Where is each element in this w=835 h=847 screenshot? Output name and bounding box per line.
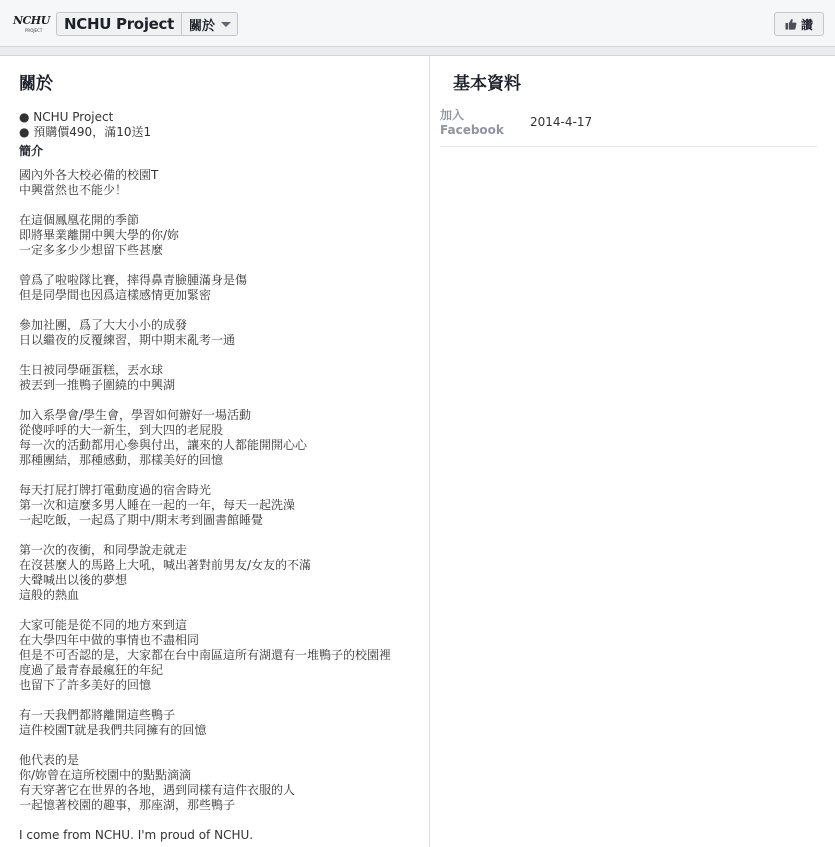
bullet-item: ● 預購價490，滿10送1 bbox=[19, 125, 152, 139]
info-value: 2014-4-17 bbox=[530, 115, 593, 129]
logo-subtext: PROJECT bbox=[25, 28, 43, 33]
chevron-down-icon bbox=[221, 22, 231, 27]
page-logo[interactable] bbox=[13, 13, 50, 35]
intro-heading: 簡介 bbox=[19, 144, 44, 158]
bullet-item: ● NCHU Project bbox=[19, 110, 114, 124]
intro-text: 國內外各大校必備的校園T 中興當然也不能少！ 在這個鳳凰花開的季節 即將畢業離開中興大學的你/妳 一定多多少少想留下些甚麼 曾爲了啦啦隊比賽，摔得鼻青臉腫滿身是傷 但是同學間也因爲這樣感情更加緊密 參加社團，爲了大大小小的成發 日以繼夜的反覆練習，期中期末亂考一通 生日被同學砸蛋糕，丟水球 被丟到一推鴨子圍繞的中興湖 加入系學會/學生會，學習如何辦好一場活動 從傻呼呼的大一新生，到大四的老屁股 每一次的活動都用心參與付出，讓來的人都能開開心心 那種團結，那種感動，那樣美好的回憶 每天打屁打牌打電動度過的宿舍時光 第一次和這麼多男人睡在一起的一年，每天一起洗澡 一起吃飯，一起爲了期中/期末考到圖書館睡覺 第一次的夜衝，和同學說走就走 在沒甚麼人的馬路上大吼，喊出著對前男友/女友的不滿 大聲喊出以後的夢想 這般的熱血 大家可能是從不同的地方來到這 在大學四年中做的事情也不盡相同 但是不可否認的是，大家都在台中南區這所有湖還有一堆鴨子的校園裡 度過了最青春最瘋狂的年紀 也留下了許多美好的回憶 有一天我們都將離開這些鴨子 這件校園T就是我們共同擁有的回憶 他代表的是 你/妳曾在這所校園中的點點滴滴 有天穿著它在世界的各地，遇到同樣有這件衣服的人 一起憶著校園的趣事，那座湖，那些鴨子 I come from NCHU. I'm proud of NCHU. bbox=[19, 168, 392, 842]
page-header bbox=[0, 0, 835, 47]
about-bullets bbox=[19, 110, 419, 140]
breadcrumb bbox=[56, 12, 238, 36]
about-section bbox=[19, 56, 419, 843]
thumbs-up-icon bbox=[785, 18, 797, 30]
logo-text: NCHU bbox=[13, 14, 50, 27]
header-separator bbox=[0, 47, 835, 56]
about-title: 關於 bbox=[19, 74, 53, 94]
info-row-joined bbox=[440, 108, 817, 147]
basic-info-section bbox=[440, 56, 817, 147]
section-dropdown-label: 關於 bbox=[189, 18, 216, 34]
column-divider bbox=[429, 56, 430, 847]
basic-info-title: 基本資料 bbox=[453, 74, 521, 94]
section-dropdown[interactable] bbox=[182, 13, 237, 35]
page-name-link[interactable]: NCHU Project bbox=[64, 15, 174, 33]
info-label: 加入 Facebook bbox=[440, 108, 504, 137]
like-button[interactable] bbox=[774, 12, 824, 36]
like-button-label: 讚 bbox=[800, 17, 813, 32]
